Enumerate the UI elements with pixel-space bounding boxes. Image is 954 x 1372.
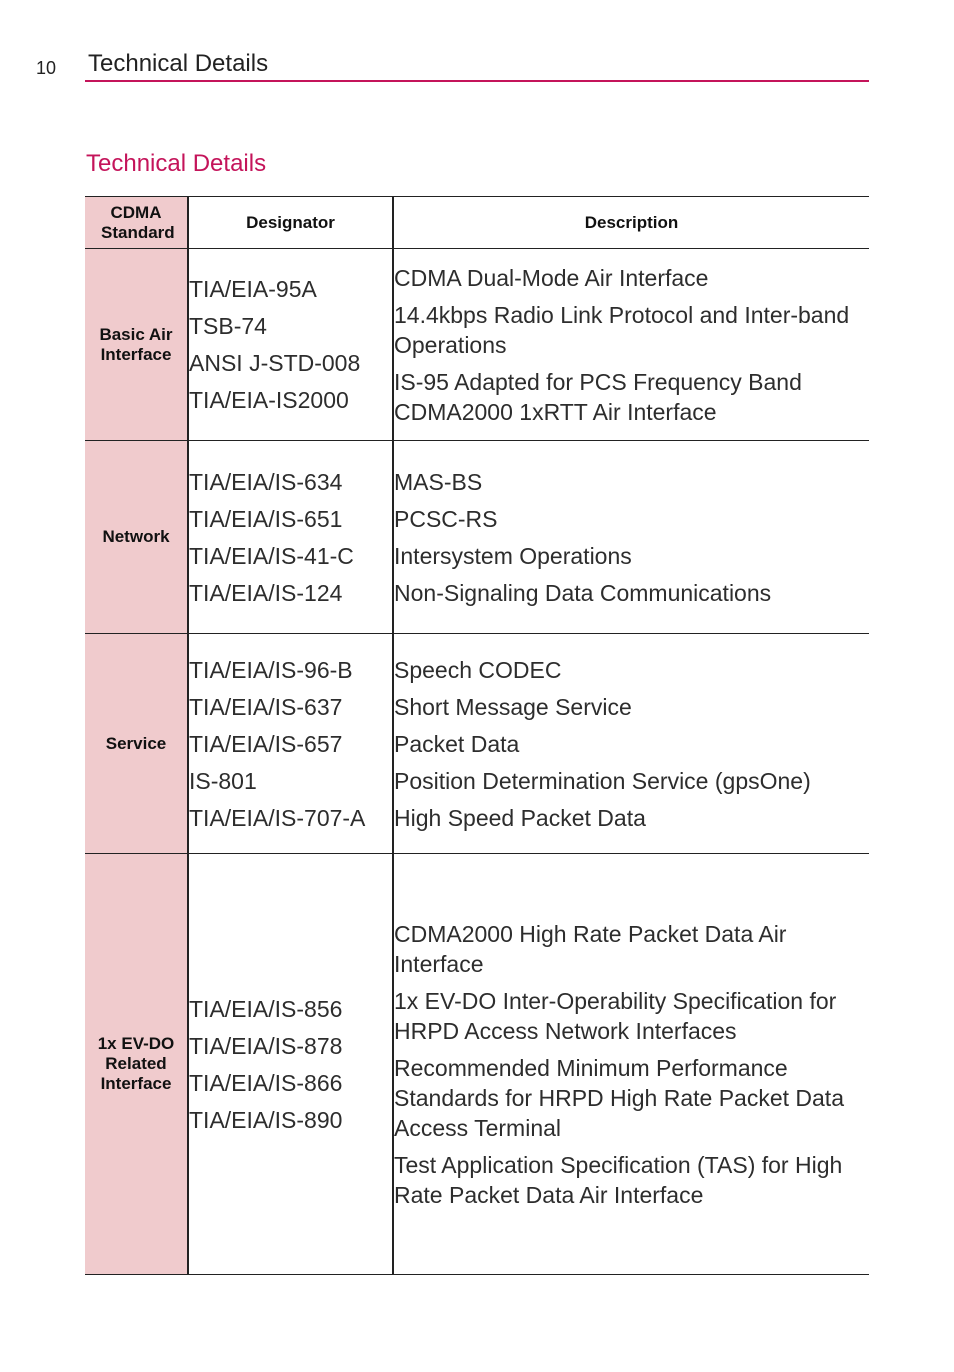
designator-item: TIA/EIA/IS-657	[189, 730, 343, 757]
table-row	[85, 854, 869, 1275]
description-item: Test Application Specification (TAS) for High Rate Packet Data Air Interface	[394, 1151, 843, 1208]
standard-label: Service	[105, 733, 167, 753]
description-item: CDMA2000 High Rate Packet Data Air Interface	[394, 920, 787, 977]
header-cdma-standard-label: CDMA Standard	[101, 202, 175, 242]
description-item: 14.4kbps Radio Link Protocol and Inter-band Operations	[394, 302, 850, 358]
designator-item: TIA/EIA/IS-634	[189, 468, 343, 495]
designator-item: TIA/EIA/IS-41-C	[189, 542, 354, 569]
designator-item: TIA/EIA/IS-890	[189, 1106, 343, 1133]
page-number: 10	[36, 58, 57, 78]
description-item: Position Determination Service (gpsOne)	[394, 767, 811, 794]
description-item: 1x EV-DO Inter-Operability Specification for HRPD Access Network Interfaces	[394, 987, 837, 1044]
description-item: MAS-BS	[394, 468, 483, 495]
description-item: Non-Signaling Data Communications	[394, 579, 772, 606]
description-item: Intersystem Operations	[394, 542, 632, 569]
description-cell	[393, 634, 869, 854]
standard-cell	[85, 441, 188, 634]
designator-cell	[188, 249, 393, 441]
standard-cell	[85, 854, 188, 1275]
standard-label: Basic Air Interface	[99, 324, 173, 364]
description-item: Packet Data	[394, 730, 520, 757]
standard-label: 1x EV-DO Related Interface	[97, 1034, 175, 1093]
table-row	[85, 249, 869, 441]
table-row	[85, 634, 869, 854]
designator-cell	[188, 441, 393, 634]
header-cdma-standard	[85, 197, 188, 249]
description-item: IS-95 Adapted for PCS Frequency Band CDMA2000 1xRTT Air Interface	[394, 369, 802, 425]
designator-item: ANSI J-STD-008	[189, 350, 361, 376]
description-item: Speech CODEC	[394, 656, 562, 683]
description-item: Short Message Service	[394, 693, 632, 720]
designator-item: TIA/EIA/IS-707-A	[189, 804, 366, 831]
designator-item: TIA/EIA-IS2000	[189, 387, 349, 413]
header-designator: Designator	[188, 197, 393, 249]
description-cell	[393, 441, 869, 634]
technical-details-table	[85, 196, 869, 1275]
designator-item: TSB-74	[189, 313, 267, 339]
description-item: High Speed Packet Data	[394, 804, 646, 831]
table-header-row	[85, 197, 869, 249]
designator-cell	[188, 634, 393, 854]
designator-item: TIA/EIA/IS-124	[189, 579, 343, 606]
designator-item: TIA/EIA/IS-856	[189, 995, 343, 1022]
running-header: Technical Details	[88, 50, 269, 77]
designator-item: IS-801	[189, 767, 257, 794]
description-item: CDMA Dual-Mode Air Interface	[394, 265, 709, 291]
table-row	[85, 441, 869, 634]
designator-cell	[188, 854, 393, 1275]
header-description: Description	[393, 197, 869, 249]
designator-item: TIA/EIA/IS-637	[189, 693, 343, 720]
standard-cell	[85, 634, 188, 854]
section-title: Technical Details	[86, 150, 267, 177]
designator-item: TIA/EIA/IS-651	[189, 505, 343, 532]
designator-item: TIA/EIA/IS-96-B	[189, 656, 353, 683]
standard-label: Network	[102, 527, 170, 546]
description-item: PCSC-RS	[394, 505, 498, 532]
standard-cell	[85, 249, 188, 441]
header-rule	[85, 80, 869, 82]
description-cell	[393, 249, 869, 441]
designator-item: TIA/EIA/IS-866	[189, 1069, 343, 1096]
description-cell	[393, 854, 869, 1275]
designator-item: TIA/EIA/IS-878	[189, 1032, 343, 1059]
designator-item: TIA/EIA-95A	[189, 276, 317, 302]
description-item: Recommended Minimum Performance Standards for HRPD High Rate Packet Data Access Terminal	[394, 1054, 844, 1141]
